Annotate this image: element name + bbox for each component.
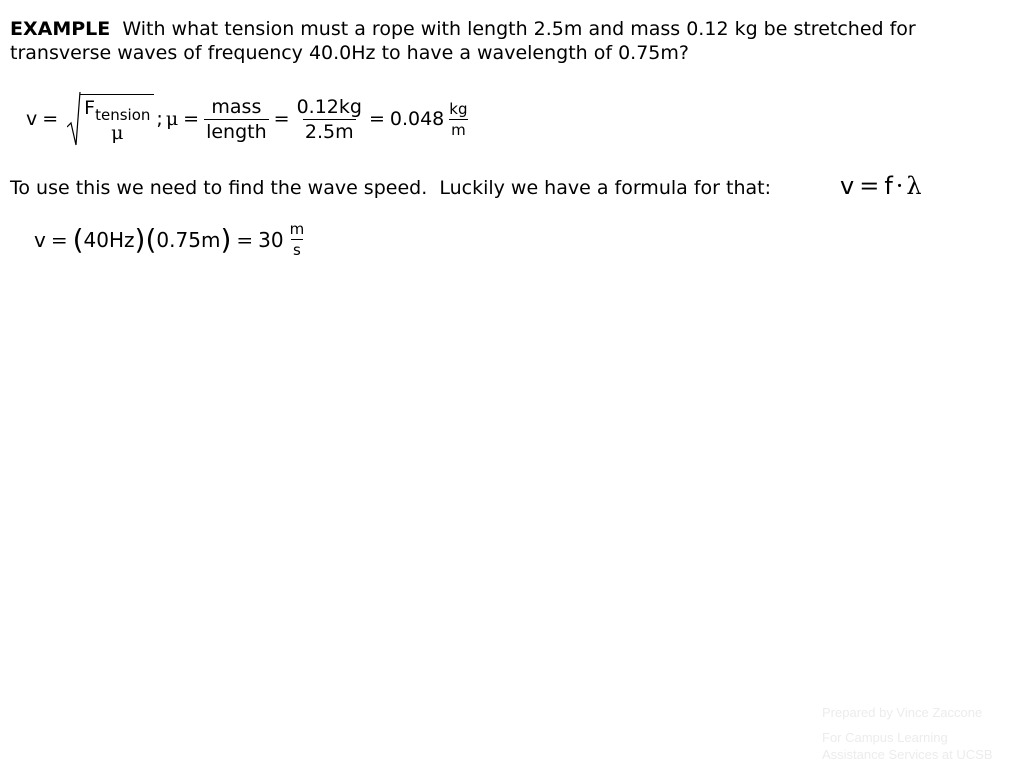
frequency-symbol: f [884,172,893,200]
separator: ; [156,108,163,130]
example-label: EXAMPLE [10,18,111,40]
lambda-symbol: λ [906,172,922,200]
equals-sign: = [859,172,880,200]
speed-calculation [34,220,306,259]
multiply-dot: · [895,172,904,200]
mass-value: 0.12kg [296,95,362,118]
close-paren: ) [134,222,146,256]
mu-symbol: μ [165,108,179,130]
tension-subscript: tension [95,106,151,124]
equals-sign: = [42,108,59,130]
equals-sign: = [273,108,290,130]
problem-text: With what tension must a rope with length 2.5m and mass 0.12 kg be stretched for transverse waves of frequency 40.0Hz to have a wavelength of 0.75m? [10,18,922,64]
frequency-value: 40Hz [83,227,135,252]
radical-sign-icon [67,91,81,147]
equals-sign: = [368,108,385,130]
values-fraction [295,96,364,143]
speed-unit-numerator: m [289,220,305,238]
radicand-fraction [80,94,154,144]
square-root [67,91,154,147]
linear-density-result: 0.048 [389,108,445,130]
velocity-symbol: v [26,108,38,130]
campus-credit-line2: Assistance Services at UCSB [822,747,993,762]
prepared-by-credit: Prepared by Vince Zaccone [822,705,983,720]
radicand-denominator: μ [111,122,124,144]
tension-equation [26,91,470,147]
problem-statement [10,17,1010,65]
length-label: length [206,120,267,143]
velocity-symbol: v [34,227,46,252]
intro-text: To use this we need to find the wave speed. Luckily we have a formula for that: [10,177,771,199]
mass-label: mass [211,95,262,118]
radicand-numerator [82,97,152,124]
speed-unit-denominator: s [292,241,301,259]
velocity-symbol: v [840,172,855,200]
force-symbol: F [84,97,96,119]
speed-result: 30 [258,227,284,252]
equals-sign: = [236,227,254,252]
wave-speed-formula [840,172,922,200]
speed-unit-fraction [288,220,307,259]
close-paren: ) [220,222,232,256]
length-value: 2.5m [304,120,354,143]
unit-fraction [447,100,469,139]
campus-credit-line1: For Campus Learning [822,730,948,745]
equals-sign: = [50,227,68,252]
open-paren: ( [72,222,84,256]
unit-numerator: kg [449,99,468,118]
mass-over-length [204,96,269,143]
equals-sign: = [183,108,200,130]
open-paren: ( [145,222,157,256]
wavelength-value: 0.75m [156,227,221,252]
unit-denominator: m [451,120,466,139]
